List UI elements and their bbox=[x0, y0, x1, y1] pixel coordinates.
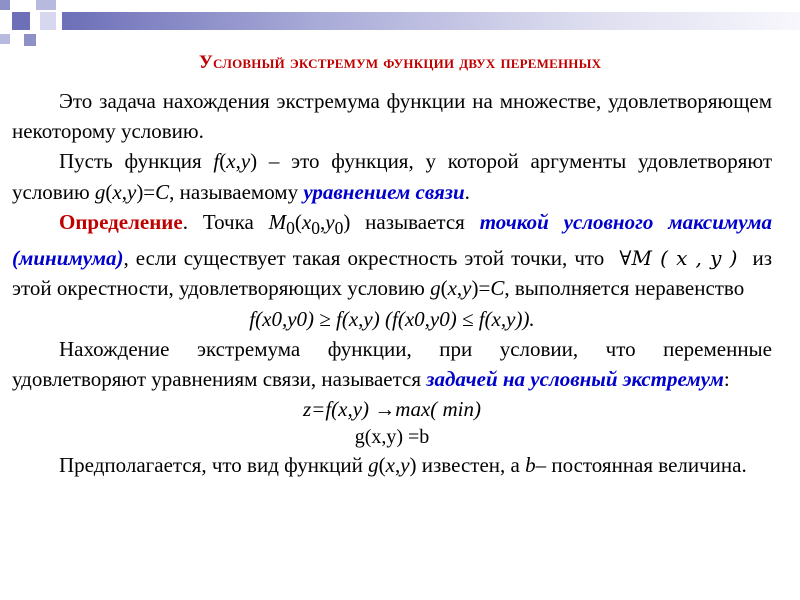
var-x: x bbox=[112, 179, 122, 204]
text: Пусть функция bbox=[59, 149, 214, 174]
text: ( bbox=[105, 179, 113, 204]
text: ) – это функция, у которой аргументы удовлетворяют условию bbox=[12, 149, 772, 204]
text: )= bbox=[136, 179, 156, 204]
var-x: x bbox=[447, 276, 457, 301]
var-y: y bbox=[400, 453, 410, 478]
var-C: C bbox=[155, 179, 170, 204]
text: . bbox=[464, 179, 470, 204]
var-C: C bbox=[490, 276, 505, 301]
text: , выполняется неравенство bbox=[504, 276, 745, 301]
subscript: 0 bbox=[286, 218, 295, 238]
text: ) известен, а bbox=[409, 453, 526, 478]
text: ( bbox=[219, 149, 227, 174]
term-conditional-extremum-problem: задачей на условный экстремум bbox=[426, 367, 724, 392]
paragraph-intro: Это задача нахождения экстремума функции на множестве, удовлетворяющем некоторому условию. bbox=[12, 89, 772, 144]
deco-square bbox=[24, 34, 36, 46]
definition-label: Определение bbox=[59, 209, 183, 234]
var-y: y bbox=[126, 179, 137, 204]
var-g: g bbox=[94, 179, 106, 204]
deco-square bbox=[0, 34, 10, 44]
text: : bbox=[723, 367, 730, 392]
deco-square bbox=[12, 12, 30, 30]
text: , bbox=[121, 179, 127, 204]
var-x: x bbox=[226, 149, 236, 174]
text: Нахождение экстремума функции, при условии, что переменные удовлетворяют уравнениям связи, называется bbox=[12, 336, 772, 392]
deco-square bbox=[36, 0, 56, 10]
text: ( bbox=[378, 453, 386, 478]
text: ( bbox=[294, 209, 302, 234]
var-M: M bbox=[268, 209, 287, 234]
subscript: 0 bbox=[334, 218, 344, 238]
text: , bbox=[235, 149, 241, 174]
text: . Точка bbox=[182, 209, 269, 234]
objective-formula: z=f(x,y) →max( min) bbox=[302, 397, 482, 422]
var-g: g bbox=[430, 276, 441, 301]
paragraph-assumption bbox=[12, 450, 772, 480]
header-decoration bbox=[0, 0, 800, 50]
text: из этой окрестности, удовлетворяющих условию bbox=[12, 246, 772, 301]
paragraph-definition bbox=[12, 207, 772, 304]
term-constraint-equation: уравнением связи bbox=[303, 179, 465, 204]
paragraph-problem bbox=[12, 334, 772, 394]
header-gradient-bar bbox=[62, 12, 800, 30]
term-conditional-extremum-point: точкой условного максимума (минимума) bbox=[12, 209, 772, 271]
deco-square bbox=[0, 0, 10, 10]
deco-square bbox=[40, 12, 56, 30]
var-b: b bbox=[525, 453, 536, 478]
var-g: g bbox=[368, 453, 379, 478]
var-f: f bbox=[213, 149, 220, 174]
text: , называемому bbox=[169, 179, 304, 204]
text: , bbox=[320, 209, 326, 234]
inequality-formula: f(x0,y0) ≥ f(x,y) (f(x0,y0) ≤ f(x,y)). bbox=[249, 306, 535, 331]
var-y: y bbox=[240, 149, 251, 174]
slide-body bbox=[12, 86, 772, 481]
var-y: y bbox=[325, 209, 335, 234]
var-y: y bbox=[462, 276, 472, 301]
text: – постоянная величина. bbox=[535, 453, 747, 478]
forall-formula: ∀M ( x , y ) bbox=[619, 246, 738, 271]
text: , если существует такая окрестность этой точки, что bbox=[123, 246, 605, 271]
slide-title: Условный экстремум функции двух переменных bbox=[198, 52, 602, 73]
text: Предполагается, что вид функций bbox=[59, 453, 369, 478]
text: ( bbox=[440, 276, 448, 301]
subscript: 0 bbox=[311, 218, 320, 238]
var-x: x bbox=[301, 209, 312, 234]
text: , bbox=[456, 276, 463, 301]
constraint-formula: g(x,y) =b bbox=[354, 426, 430, 449]
text: )= bbox=[471, 276, 491, 301]
text: , bbox=[394, 453, 401, 478]
text: ) называется bbox=[343, 209, 480, 234]
var-x: x bbox=[385, 453, 395, 478]
paragraph-function bbox=[12, 146, 772, 206]
